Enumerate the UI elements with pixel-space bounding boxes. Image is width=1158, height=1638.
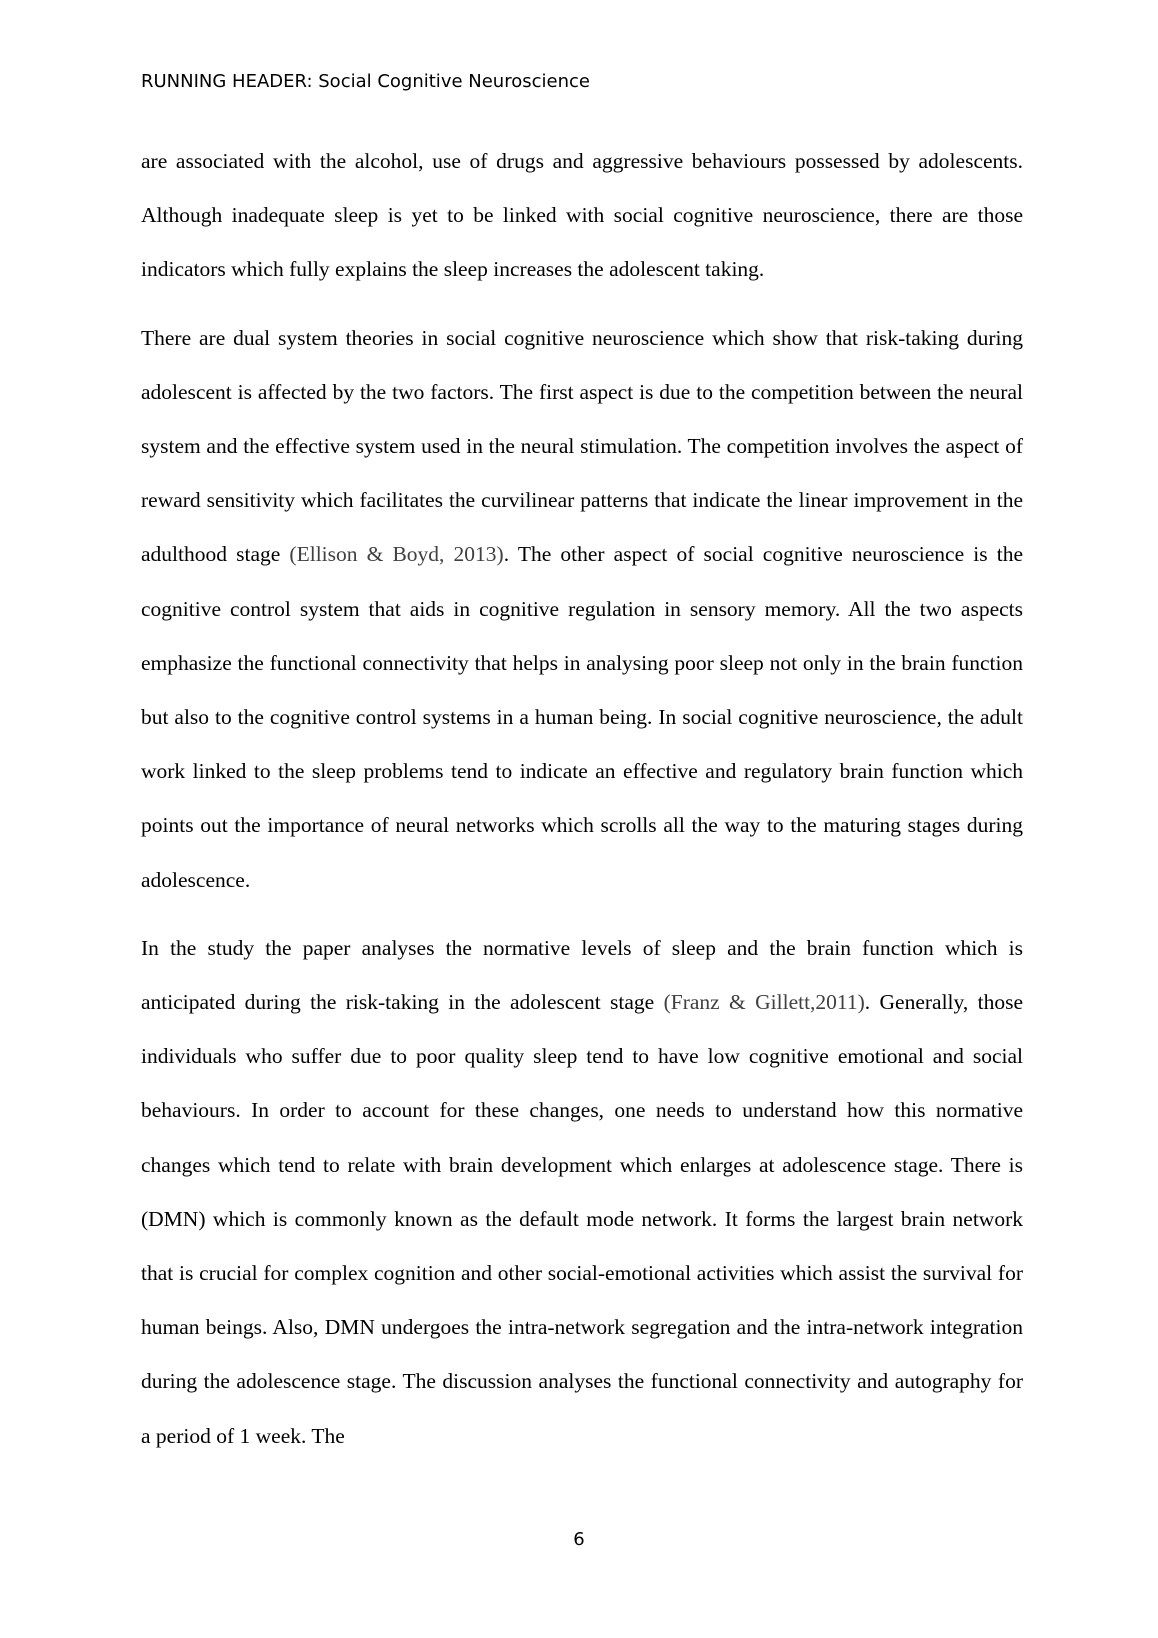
running-header: RUNNING HEADER: Social Cognitive Neuroscience	[141, 71, 590, 92]
paragraph-2-text-before: There are dual system theories in social cognitive neuroscience which show that risk-taking during adolescent is affected by the two factors. The first aspect is due to the competition between the neural system and the effective system used in the neural stimulation. The competition involves the aspect of reward sensitivity which facilitates the curvilinear patterns that indicate the linear improvement in the adulthood stage	[141, 325, 1023, 567]
citation-ellison-boyd: (Ellison & Boyd, 2013)	[289, 542, 504, 567]
body-text	[141, 134, 1023, 1477]
paragraph-3-text-after: . Generally, those individuals who suffer due to poor quality sleep tend to have low cognitive emotional and social behaviours. In order to account for these changes, one needs to understand how this normative changes which tend to relate with brain development which enlarges at adolescence stage. There is (DMN) which is commonly known as the default mode network. It forms the largest brain network that is crucial for complex cognition and other social-emotional activities which assist the survival for human beings. Also, DMN undergoes the intra-network segregation and the intra-network integration during the adolescence stage. The discussion analyses the functional connectivity and autography for a period of 1 week. The	[141, 990, 1023, 1448]
paragraph-1-text: are associated with the alcohol, use of drugs and aggressive behaviours possessed by adolescents. Although inadequate sleep is yet to be linked with social cognitive neuroscience, there are those indicators which fully explains the sleep increases the adolescent taking.	[141, 149, 1023, 282]
paragraph-3	[141, 921, 1023, 1463]
paragraph-2	[141, 311, 1023, 907]
paragraph-2-text-after: . The other aspect of social cognitive neuroscience is the cognitive control system that aids in cognitive regulation in sensory memory. All the two aspects emphasize the functional connectivity that helps in analysing poor sleep not only in the brain function but also to the cognitive control systems in a human being. In social cognitive neuroscience, the adult work linked to the sleep problems tend to indicate an effective and regulatory brain function which points out the importance of neural networks which scrolls all the way to the maturing stages during adolescence.	[141, 542, 1023, 892]
paragraph-1	[141, 134, 1023, 297]
paragraph-3-text-before: In the study the paper analyses the normative levels of sleep and the brain function which is anticipated during the risk-taking in the adolescent stage	[141, 935, 1023, 1015]
page-number: 6	[573, 1529, 585, 1550]
citation-franz-gillett: (Franz & Gillett,2011)	[663, 990, 865, 1015]
